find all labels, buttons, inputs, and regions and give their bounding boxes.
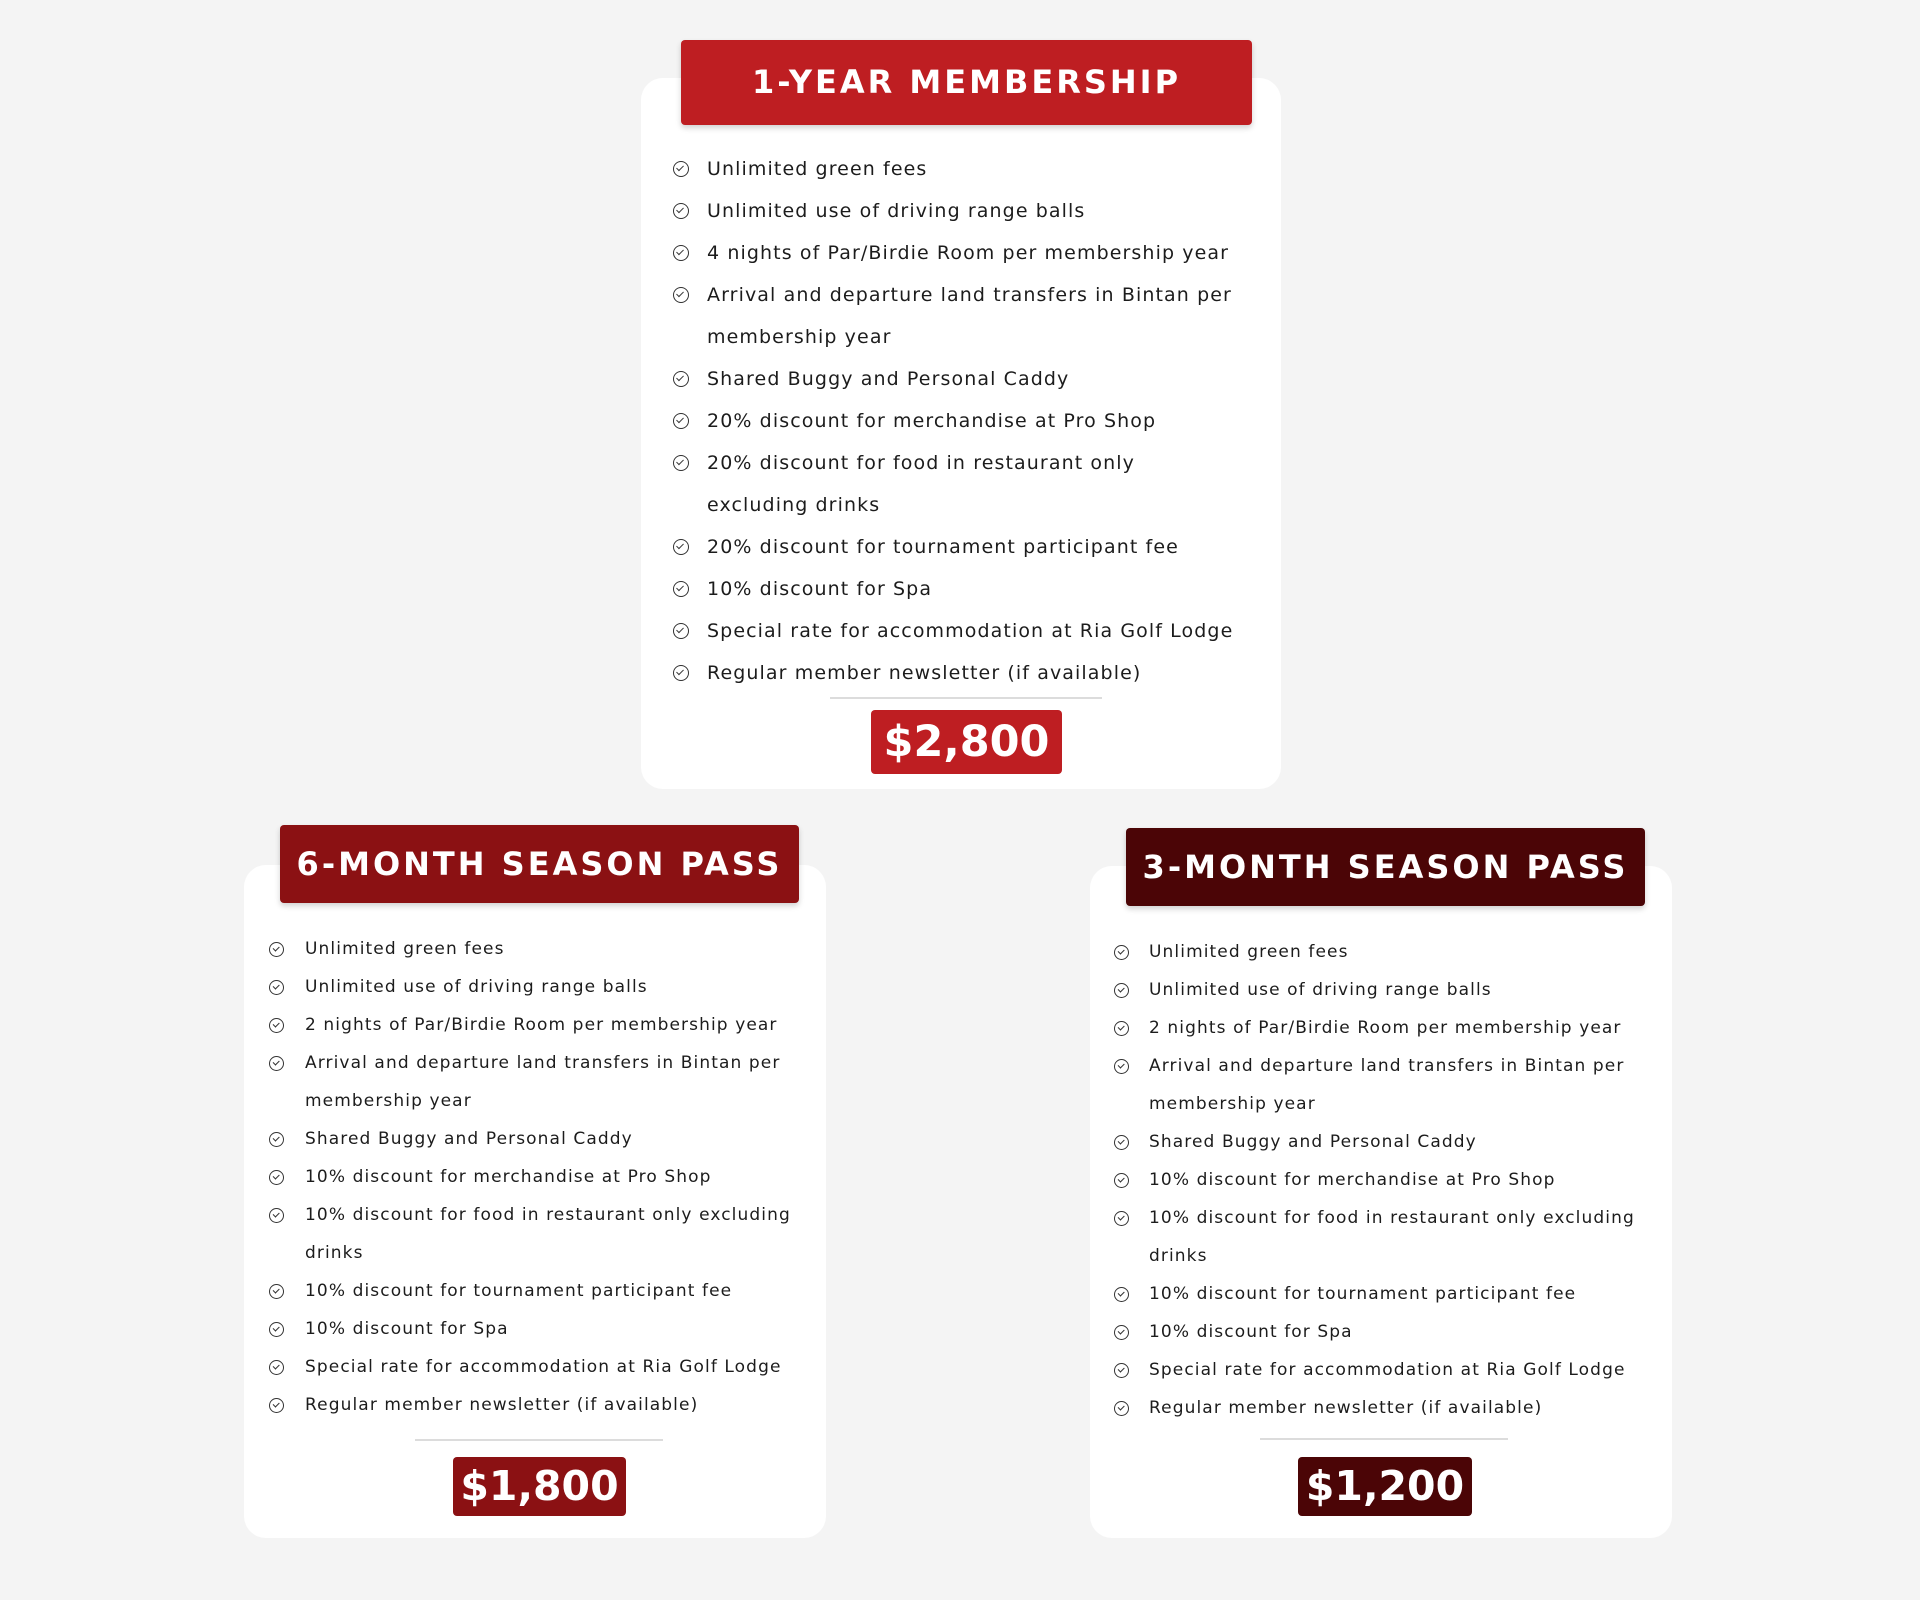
check-circle-icon [269,980,284,995]
feature-text: Unlimited use of driving range balls [707,200,1086,222]
feature-item [266,1006,806,1044]
price-divider-3-month [1260,1438,1508,1440]
plan-title-6-month: 6-MONTH SEASON PASS [280,825,799,903]
feature-text: Regular member newsletter (if available) [305,1395,699,1415]
feature-text: 10% discount for merchandise at Pro Shop [1149,1170,1556,1190]
feature-item [672,610,1242,652]
check-circle-icon [269,1018,284,1033]
feature-text: Special rate for accommodation at Ria Golf Lodge [1149,1360,1626,1380]
feature-text: Unlimited green fees [305,939,505,959]
feature-item [1111,1313,1651,1351]
feature-item [266,1120,806,1158]
feature-text: 20% discount for food in restaurant only excluding drinks [707,452,1136,516]
feature-list-1-year [672,148,1242,694]
feature-item [266,1158,806,1196]
check-circle-icon [1114,1059,1129,1074]
feature-item [266,1348,806,1386]
feature-text: 10% discount for Spa [1149,1322,1353,1342]
feature-item [266,1272,806,1310]
feature-text: 20% discount for merchandise at Pro Shop [707,410,1157,432]
check-circle-icon [269,942,284,957]
feature-text: 10% discount for food in restaurant only excluding drinks [305,1205,791,1263]
feature-item [1111,1389,1651,1427]
feature-item [266,1196,806,1272]
feature-item [672,400,1242,442]
plan-title-1-year: 1-YEAR MEMBERSHIP [681,40,1252,125]
feature-text: 20% discount for tournament participant fee [707,536,1179,558]
feature-item [266,1044,806,1120]
check-circle-icon [673,665,689,681]
check-circle-icon [673,413,689,429]
feature-item [672,190,1242,232]
feature-item [266,930,806,968]
feature-text: 2 nights of Par/Birdie Room per membership year [305,1015,778,1035]
feature-text: Shared Buggy and Personal Caddy [1149,1132,1477,1152]
feature-list-6-month [266,930,806,1424]
feature-item [1111,1123,1651,1161]
check-circle-icon [673,623,689,639]
check-circle-icon [1114,1401,1129,1416]
feature-text: 4 nights of Par/Birdie Room per membership year [707,242,1230,264]
feature-text: Arrival and departure land transfers in Bintan per membership year [305,1053,781,1111]
check-circle-icon [673,287,689,303]
check-circle-icon [269,1132,284,1147]
check-circle-icon [1114,1135,1129,1150]
price-badge-3-month: $1,200 [1298,1457,1472,1516]
check-circle-icon [1114,1287,1129,1302]
feature-item [672,568,1242,610]
price-badge-1-year: $2,800 [871,710,1062,774]
feature-text: Unlimited use of driving range balls [305,977,648,997]
feature-text: 10% discount for food in restaurant only excluding drinks [1149,1208,1635,1266]
feature-item [1111,933,1651,971]
check-circle-icon [673,539,689,555]
check-circle-icon [673,581,689,597]
feature-text: Special rate for accommodation at Ria Golf Lodge [305,1357,782,1377]
check-circle-icon [269,1208,284,1223]
feature-text: Shared Buggy and Personal Caddy [707,368,1070,390]
price-divider-6-month [415,1439,663,1441]
feature-item [1111,971,1651,1009]
feature-item [266,1310,806,1348]
check-circle-icon [269,1398,284,1413]
price-divider-1-year [830,697,1102,699]
feature-text: Regular member newsletter (if available) [1149,1398,1543,1418]
check-circle-icon [1114,1325,1129,1340]
check-circle-icon [673,203,689,219]
feature-text: 10% discount for Spa [305,1319,509,1339]
check-circle-icon [269,1360,284,1375]
plan-title-3-month: 3-MONTH SEASON PASS [1126,828,1645,906]
check-circle-icon [269,1056,284,1071]
feature-item [1111,1047,1651,1123]
feature-item [672,442,1242,526]
check-circle-icon [269,1322,284,1337]
feature-item [1111,1161,1651,1199]
check-circle-icon [1114,945,1129,960]
check-circle-icon [1114,1021,1129,1036]
price-badge-6-month: $1,800 [453,1457,626,1516]
feature-text: 10% discount for merchandise at Pro Shop [305,1167,712,1187]
check-circle-icon [673,245,689,261]
check-circle-icon [269,1284,284,1299]
feature-text: Special rate for accommodation at Ria Golf Lodge [707,620,1234,642]
feature-item [672,274,1242,358]
feature-item [266,968,806,1006]
feature-text: Unlimited green fees [1149,942,1349,962]
check-circle-icon [1114,1173,1129,1188]
check-circle-icon [1114,1211,1129,1226]
feature-list-3-month [1111,933,1651,1427]
feature-text: Regular member newsletter (if available) [707,662,1142,684]
feature-item [1111,1275,1651,1313]
feature-text: Shared Buggy and Personal Caddy [305,1129,633,1149]
check-circle-icon [1114,1363,1129,1378]
feature-text: Arrival and departure land transfers in Bintan per membership year [1149,1056,1625,1114]
feature-text: 2 nights of Par/Birdie Room per membership year [1149,1018,1622,1038]
feature-text: 10% discount for tournament participant fee [305,1281,733,1301]
feature-item [672,526,1242,568]
check-circle-icon [673,455,689,471]
feature-text: Arrival and departure land transfers in Bintan per membership year [707,284,1232,348]
feature-text: Unlimited use of driving range balls [1149,980,1492,1000]
feature-item [672,358,1242,400]
check-circle-icon [673,161,689,177]
check-circle-icon [269,1170,284,1185]
feature-item [1111,1351,1651,1389]
feature-item [672,232,1242,274]
feature-item [1111,1009,1651,1047]
feature-text: Unlimited green fees [707,158,928,180]
feature-item [672,148,1242,190]
check-circle-icon [673,371,689,387]
feature-item [1111,1199,1651,1275]
feature-text: 10% discount for tournament participant fee [1149,1284,1577,1304]
feature-item [672,652,1242,694]
feature-text: 10% discount for Spa [707,578,933,600]
feature-item [266,1386,806,1424]
check-circle-icon [1114,983,1129,998]
